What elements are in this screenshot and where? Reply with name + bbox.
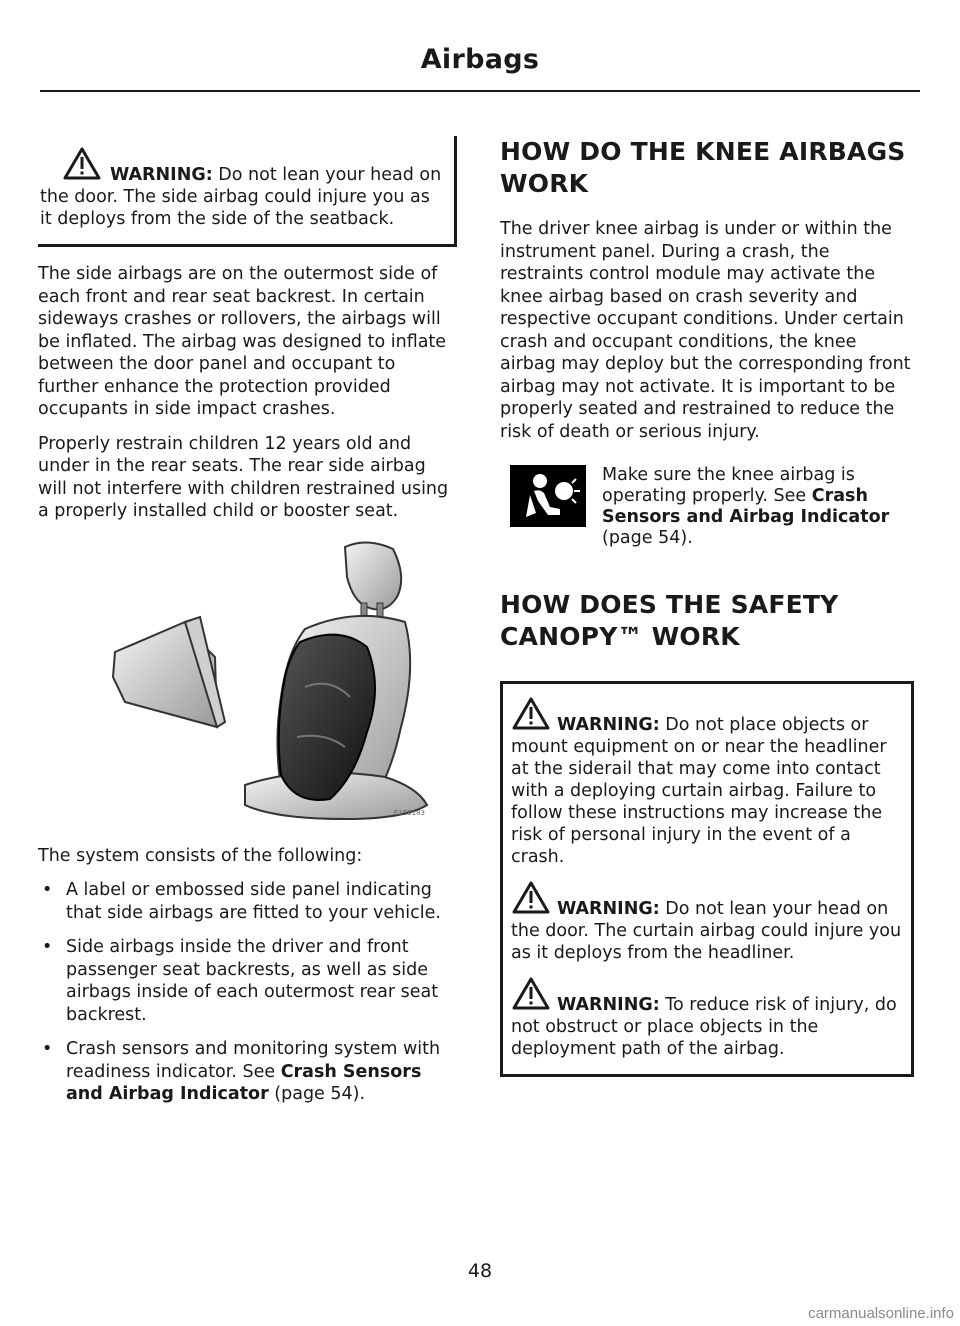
left-column [38, 136, 457, 1106]
right-column [500, 136, 914, 1077]
list-item: • Side airbags inside the driver and front passenger seat backrests, as well as side airbags inside of each outermost rear seat backrest. [42, 937, 439, 1025]
warning-triangle-icon [511, 880, 551, 916]
safety-canopy-warning-box [500, 681, 914, 1077]
side-airbag-warning-box [38, 136, 457, 247]
header-divider [40, 90, 920, 92]
warning-item [511, 994, 903, 1060]
child-restraint-note: Properly restrain children 12 years old and under in the rear seats. The rear side airbag will not interfere with children restrained using a properly installed child or booster seat. [38, 433, 449, 521]
bullet-dot: • [42, 1039, 53, 1059]
knee-airbag-note: Make sure the knee airbag is operating properly. See Crash Sensors and Airbag Indicator (page 54). [500, 465, 914, 549]
watermark-text: carmanualsonline.info [808, 1305, 954, 1322]
warning-text: To reduce risk of injury, do not obstruct or place objects in the deployment path of the airbag. [511, 995, 897, 1059]
warning-triangle-icon [511, 696, 551, 732]
safety-canopy-heading: HOW DOES THE SAFETY CANOPY™ WORK [500, 590, 839, 651]
warning-triangle-icon [62, 146, 102, 182]
warning-item [40, 164, 446, 230]
warning-item [511, 714, 903, 868]
knee-airbag-description: The driver knee airbag is under or within the instrument panel. During a crash, the restraints control module may activate the knee airbag based on crash severity and respective occupant conditions. Under certain crash and occupant conditions, the knee airbag may deploy but the corresponding front airbag may not activate. It is important to be properly seated and restrained to reduce the risk of death or serious injury. [500, 219, 911, 442]
system-list-intro: The system consists of the following: [38, 845, 363, 866]
warning-text: Do not lean your head on the door. The side airbag could injure you as it deploys from the side of the seatback. [40, 165, 442, 229]
bullet-dot: • [42, 880, 53, 900]
warning-text: Do not place objects or mount equipment on or near the headliner at the siderail that may come into contact with a deploying curtain airbag. Failure to follow these instructions may increase the risk of personal injury in the event of a crash. [511, 715, 887, 867]
crash-sensors-link[interactable]: Crash Sensors and Airbag Indicator [602, 486, 890, 527]
warning-label: WARNING: [557, 995, 660, 1015]
warning-text: Do not lean your head on the door. The curtain airbag could injure you as it deploys from the headliner. [511, 899, 902, 963]
list-item: • A label or embossed side panel indicating that side airbags are fitted to your vehicle. [42, 880, 441, 923]
page-title: Airbags [420, 44, 540, 75]
warning-label: WARNING: [557, 899, 660, 919]
system-components-list [38, 879, 457, 1106]
side-airbag-description: The side airbags are on the outermost side of each front and rear seat backrest. In certain sideways crashes or rollovers, the airbags will be inflated. The airbag was designed to inflate between the door panel and occupant to further enhance the protection provided occupants in side impact crashes. [38, 264, 447, 419]
page-number: 48 [467, 1260, 493, 1282]
figure-code: E183183 [393, 808, 425, 817]
warning-label: WARNING: [110, 165, 213, 185]
warning-item [511, 898, 903, 964]
seat-airbag-illustration [38, 537, 457, 821]
warning-label: WARNING: [557, 715, 660, 735]
knee-airbags-heading: HOW DO THE KNEE AIRBAGS WORK [500, 137, 906, 198]
warning-triangle-icon [511, 976, 551, 1012]
airbag-warning-indicator-icon [510, 465, 586, 527]
list-item: • Crash sensors and monitoring system with readiness indicator. See Crash Sensors and Airbag Indicator (page 54). [42, 1039, 441, 1104]
page-header [40, 44, 920, 75]
seat-with-side-airbag-image [105, 537, 445, 821]
crash-sensors-link[interactable]: Crash Sensors and Airbag Indicator [66, 1061, 422, 1104]
bullet-dot: • [42, 937, 53, 957]
